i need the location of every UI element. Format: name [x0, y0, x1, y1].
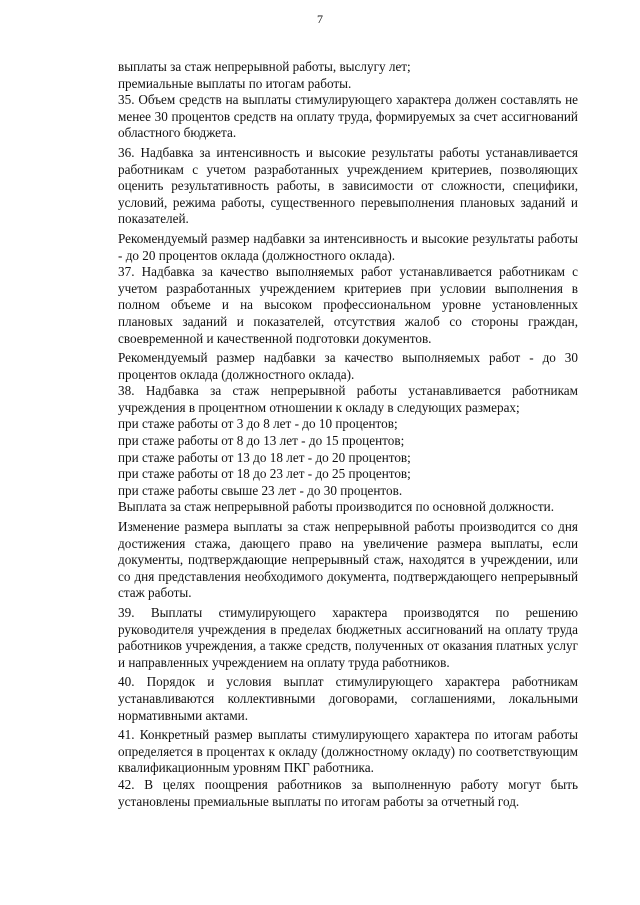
- seniority-item: при стаже работы свыше 23 лет - до 30 процентов.: [118, 482, 403, 498]
- paragraph-41: 41. Конкретный размер выплаты стимулирующего характера по итогам работы определяется в процентах к окладу (должностному окладу) по соответствующим квалификационным уровням ПКГ работника.: [118, 727, 578, 776]
- paragraph-38-change: Изменение размера выплаты за стаж непрерывной работы производится со дня достижения стажа, дающего право на увеличение размера выплаты, если документы, подтверждающие непрерывный стаж, находятся в учреждении, или со дня представления необходимого документа, подтверждающего непрерывный стаж работы.: [118, 519, 578, 601]
- paragraph-37-recommended: Рекомендуемый размер надбавки за качество выполняемых работ - до 30 процентов оклада (должностного оклада).: [118, 350, 578, 382]
- paragraph-42: 42. В целях поощрения работников за выполненную работу могут быть установлены премиальные выплаты по итогам работы за отчетный год.: [118, 776, 578, 809]
- paragraph: выплаты за стаж непрерывной работы, выслугу лет;: [118, 59, 411, 74]
- seniority-item: при стаже работы от 8 до 13 лет - до 15 процентов;: [118, 433, 405, 449]
- paragraph-35: 35. Объем средств на выплаты стимулирующего характера должен составлять не менее 30 процентов средств на оплату труда, формируемых за счет ассигнований областного бюджета.: [118, 92, 578, 141]
- seniority-item: при стаже работы от 18 до 23 лет - до 25 процентов;: [118, 466, 411, 482]
- page-number: 7: [317, 12, 323, 26]
- paragraph-38: 38. Надбавка за стаж непрерывной работы устанавливается работникам учреждения в процентном отношении к окладу в следующих размерах;: [118, 383, 578, 415]
- paragraph-38-payment: Выплата за стаж непрерывной работы производится по основной должности.: [118, 499, 555, 515]
- paragraph-40: 40. Порядок и условия выплат стимулирующего характера работникам устанавливаются коллективными договорами, соглашениями, локальными нормативными актами.: [118, 674, 578, 723]
- seniority-item: при стаже работы от 3 до 8 лет - до 10 процентов;: [118, 416, 398, 432]
- seniority-item: при стаже работы от 13 до 18 лет - до 20 процентов;: [118, 449, 411, 465]
- paragraph-36: 36. Надбавка за интенсивность и высокие результаты работы устанавливается работникам с учетом разработанных учреждением критериев, позволяющих оценить результативность работы, в зависимости от сложности, специфики, условий, режима работы, существенного перевыполнения плановых заданий и показателей.: [118, 144, 578, 227]
- document-body: [118, 59, 578, 810]
- paragraph-37: 37. Надбавка за качество выполняемых работ устанавливается работникам с учетом разработанных учреждением критериев при условии выполнения в полном объеме и на высоком профессиональном уровне установленных плановых заданий и показателей, отсутствия жалоб со стороны граждан, своевременной и качественной подготовки документов.: [118, 264, 578, 346]
- paragraph-36-recommended: Рекомендуемый размер надбавки за интенсивность и высокие результаты работы - до 20 процентов оклада (должностного оклада).: [118, 230, 578, 263]
- paragraph: премиальные выплаты по итогам работы.: [118, 75, 352, 91]
- paragraph-39: 39. Выплаты стимулирующего характера производятся по решению руководителя учреждения в пределах бюджетных ассигнований на оплату труда работников учреждения, а также средств, полученных от оказания платных услуг и направленных учреждением на оплату труда работников.: [118, 605, 578, 670]
